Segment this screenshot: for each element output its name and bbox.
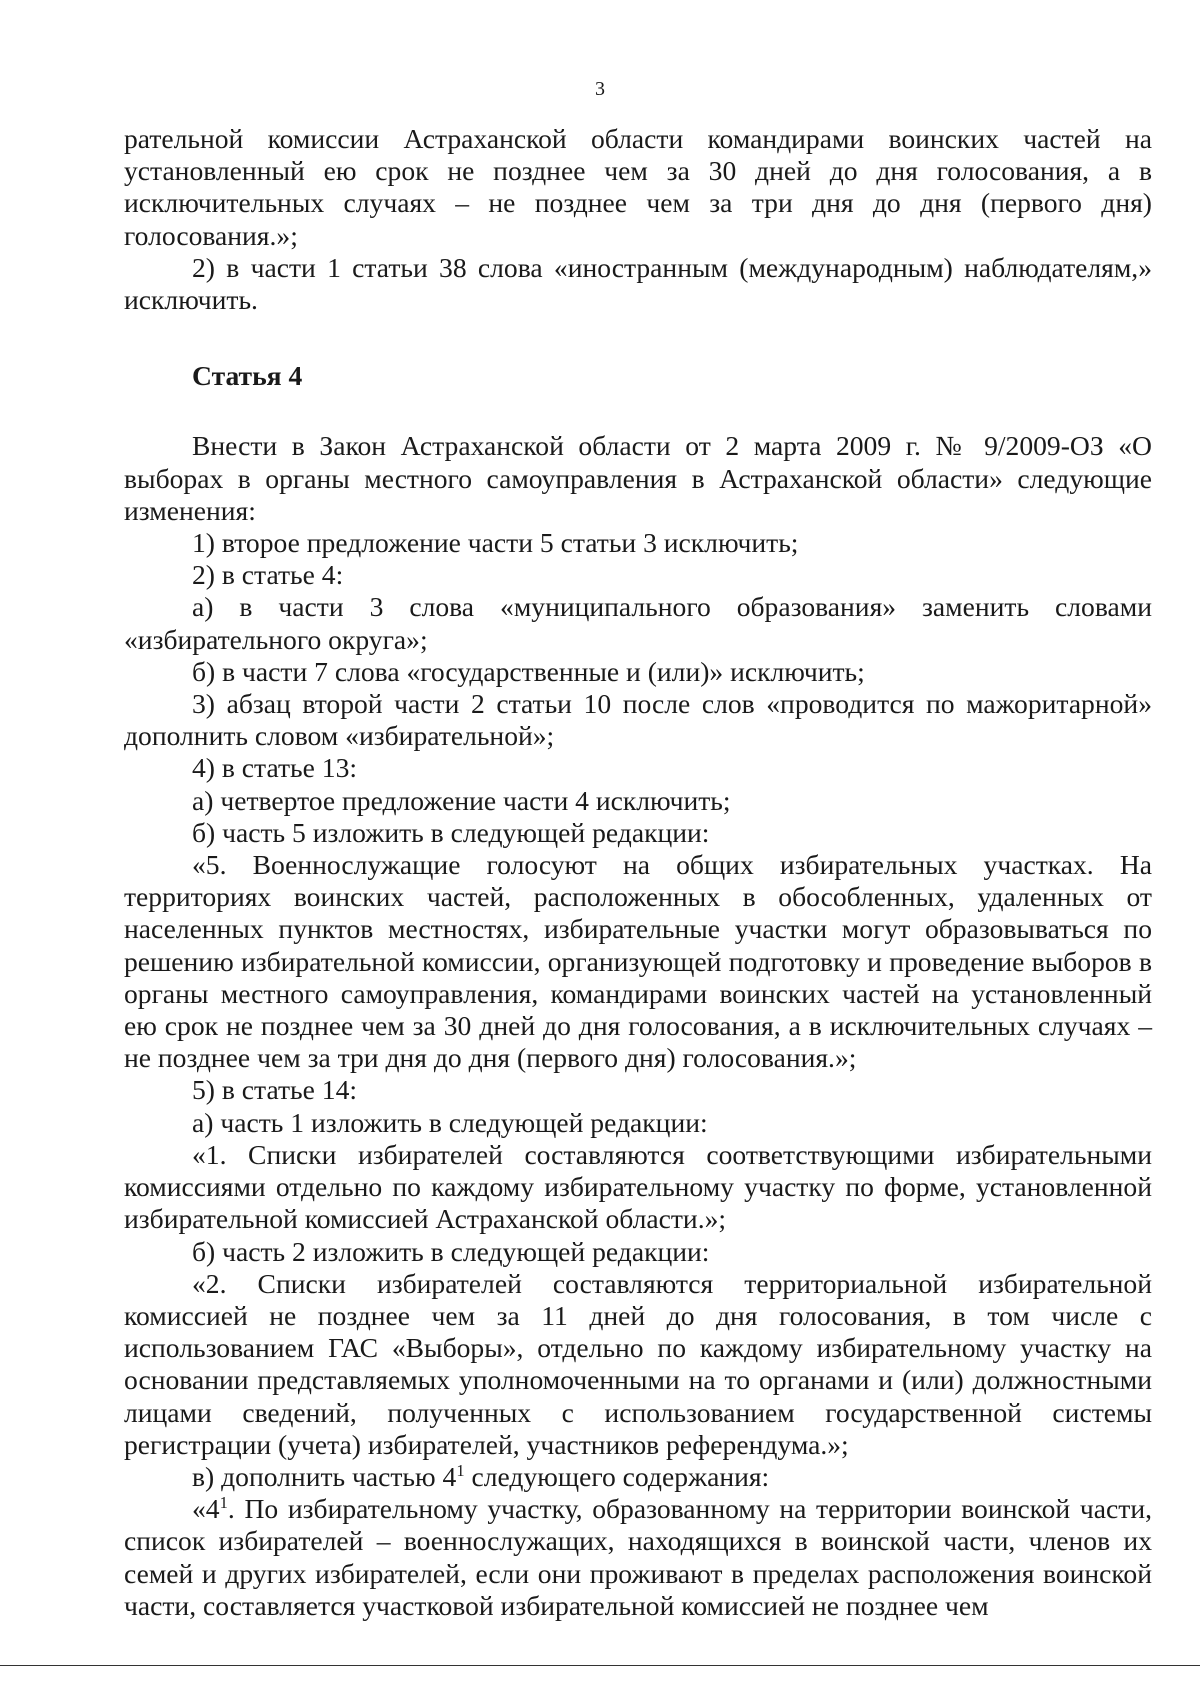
paragraph: рательной комиссии Астраханской области командирами воинских частей на установленный ею срок не позднее чем за 30 дней до дня голосования, а в исключительных случаях – не позднее чем за три дня до дня (первого дня) голосования.»;	[124, 123, 1152, 251]
paragraph-text: следующего содержания:	[464, 1460, 770, 1492]
paragraph-text: «4	[192, 1493, 220, 1525]
paragraph	[124, 1493, 1152, 1622]
paragraph: 3) абзац второй части 2 статьи 10 после слов «проводится по мажоритарной» дополнить словом «избирательной»;	[124, 688, 1152, 752]
paragraph: а) четвертое предложение части 4 исключить;	[192, 784, 731, 816]
paragraph: 4) в статье 13:	[192, 752, 358, 784]
paragraph: б) часть 2 изложить в следующей редакции:	[192, 1235, 710, 1267]
paragraph: б) часть 5 изложить в следующей редакции:	[192, 816, 710, 848]
paragraph: «5. Военнослужащие голосуют на общих избирательных участках. На территориях воинских частей, расположенных в обособленных, удаленных от населенных пунктов местностях, избирательные участки могут образовываться по решению избирательной комиссии, организующей подготовку и проведение выборов в органы местного самоуправления, командирами воинских частей на установленный ею срок не позднее чем за 30 дней до дня голосования, а в исключительных случаях – не позднее чем за три дня до дня (первого дня) голосования.»;	[124, 849, 1152, 1074]
paragraph: «1. Списки избирателей составляются соответствующими избирательными комиссиями отдельно по каждому избирательному участку по форме, установленной избирательной комиссией Астраханской области.»;	[124, 1138, 1152, 1235]
paragraph: б) в части 7 слова «государственные и (или)» исключить;	[192, 655, 865, 687]
bottom-divider	[0, 1665, 1200, 1666]
paragraph: «2. Списки избирателей составляются территориальной избирательной комиссией не позднее чем за 11 дней до дня голосования, в том числе с использованием ГАС «Выборы», отдельно по каждому избирательному участку на основании представляемых уполномоченными на то органами и (или) должностными лицами сведений, полученных с использованием государственной системы регистрации (учета) избирателей, участников референдума.»;	[124, 1267, 1152, 1460]
superscript: 1	[456, 1460, 465, 1480]
page-number: 3	[595, 78, 605, 100]
paragraph	[124, 1461, 1152, 1493]
article-heading: Статья 4	[192, 360, 303, 392]
paragraph-text: . По избирательному участку, образованному на территории воинской части, список избирателей – военнослужащих, находящихся в воинской части, членов их семей и других избирателей, если они проживают в пределах расположения воинской части, составляется участковой избирательной комиссией не позднее чем	[124, 1493, 1152, 1621]
paragraph: 5) в статье 14:	[192, 1074, 358, 1106]
document-body	[124, 123, 1152, 1622]
paragraph: 2) в статье 4:	[192, 559, 344, 591]
paragraph: а) в части 3 слова «муниципального образования» заменить словами «избирательного округа»;	[124, 591, 1152, 655]
paragraph: 2) в части 1 статьи 38 слова «иностранным (международным) наблюдателям,» исключить.	[124, 251, 1152, 316]
paragraph: 1) второе предложение части 5 статьи 3 исключить;	[192, 527, 799, 559]
superscript: 1	[219, 1492, 228, 1512]
paragraph: Внести в Закон Астраханской области от 2 марта 2009 г. № 9/2009-ОЗ «О выборах в органы местного самоуправления в Астраханской области» следующие изменения:	[124, 430, 1152, 526]
paragraph-text: в) дополнить частью 4	[192, 1460, 457, 1492]
paragraph: а) часть 1 изложить в следующей редакции:	[192, 1106, 708, 1138]
